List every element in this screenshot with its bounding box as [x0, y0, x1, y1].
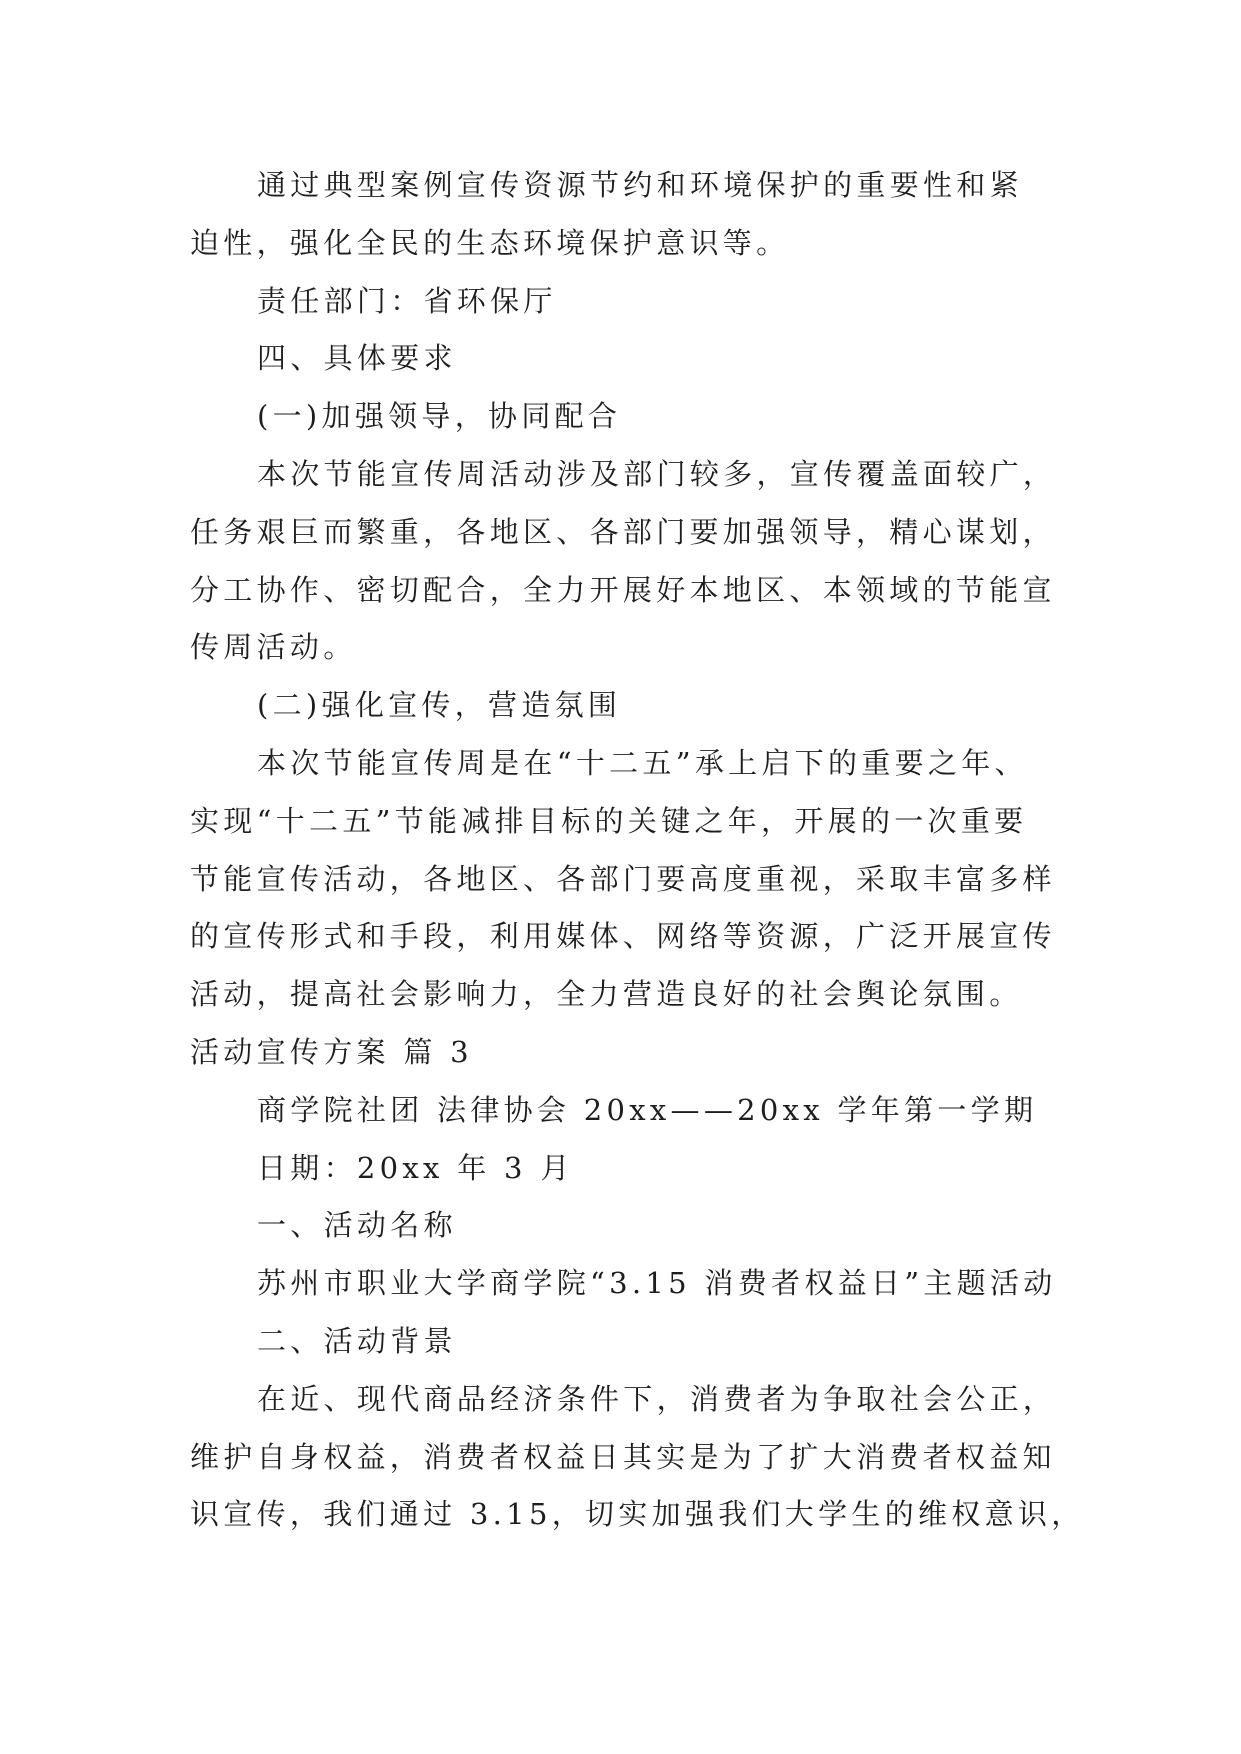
paragraph-line: 本次节能宣传周是在“十二五”承上启下的重要之年、 [257, 745, 1028, 780]
paragraph-line: 活动，提高社会影响力，全力营造良好的社会舆论氛围。 [190, 977, 1023, 1012]
paragraph-line: 迫性，强化全民的生态环境保护意识等。 [190, 225, 790, 260]
document-body [190, 157, 1085, 1544]
paragraph-line: 的宣传形式和手段，利用媒体、网络等资源，广泛开展宣传 [190, 919, 1056, 954]
article-title: 活动宣传方案 篇 3 [190, 1034, 473, 1069]
paragraph-line: 维护自身权益，消费者权益日其实是为了扩大消费者权益知 [190, 1439, 1056, 1474]
date-line: 日期：20xx 年 3 月 [257, 1150, 574, 1185]
paragraph-line: 分工协作、密切配合，全力开展好本地区、本领域的节能宣 [190, 572, 1056, 607]
paragraph-line: 识宣传，我们通过 3.15，切实加强我们大学生的维权意识， [190, 1497, 1085, 1532]
paragraph-line: 传周活动。 [190, 630, 357, 665]
responsible-department-line: 责任部门：省环保厅 [257, 283, 557, 318]
paragraph-line: 节能宣传活动，各地区、各部门要高度重视，采取丰富多样 [190, 861, 1056, 896]
subsection-heading: (二)强化宣传，营造氛围 [257, 688, 622, 723]
organizer-line: 商学院社团 法律协会 20xx——20xx 学年第一学期 [257, 1092, 1038, 1127]
paragraph-line: 实现“十二五”节能减排目标的关键之年，开展的一次重要 [190, 803, 1028, 838]
subsection-heading: (一)加强领导，协同配合 [257, 399, 622, 434]
section-heading: 四、具体要求 [257, 341, 457, 376]
paragraph-line: 本次节能宣传周活动涉及部门较多，宣传覆盖面较广， [257, 456, 1057, 491]
paragraph-line: 任务艰巨而繁重，各地区、各部门要加强领导，精心谋划， [190, 514, 1056, 549]
activity-name-line: 苏州市职业大学商学院“3.15 消费者权益日”主题活动 [257, 1266, 1057, 1301]
paragraph-line: 在近、现代商品经济条件下，消费者为争取社会公正， [257, 1381, 1057, 1416]
section-heading: 一、活动名称 [257, 1208, 457, 1243]
paragraph-line: 通过典型案例宣传资源节约和环境保护的重要性和紧 [257, 168, 1023, 202]
section-heading: 二、活动背景 [257, 1323, 457, 1358]
